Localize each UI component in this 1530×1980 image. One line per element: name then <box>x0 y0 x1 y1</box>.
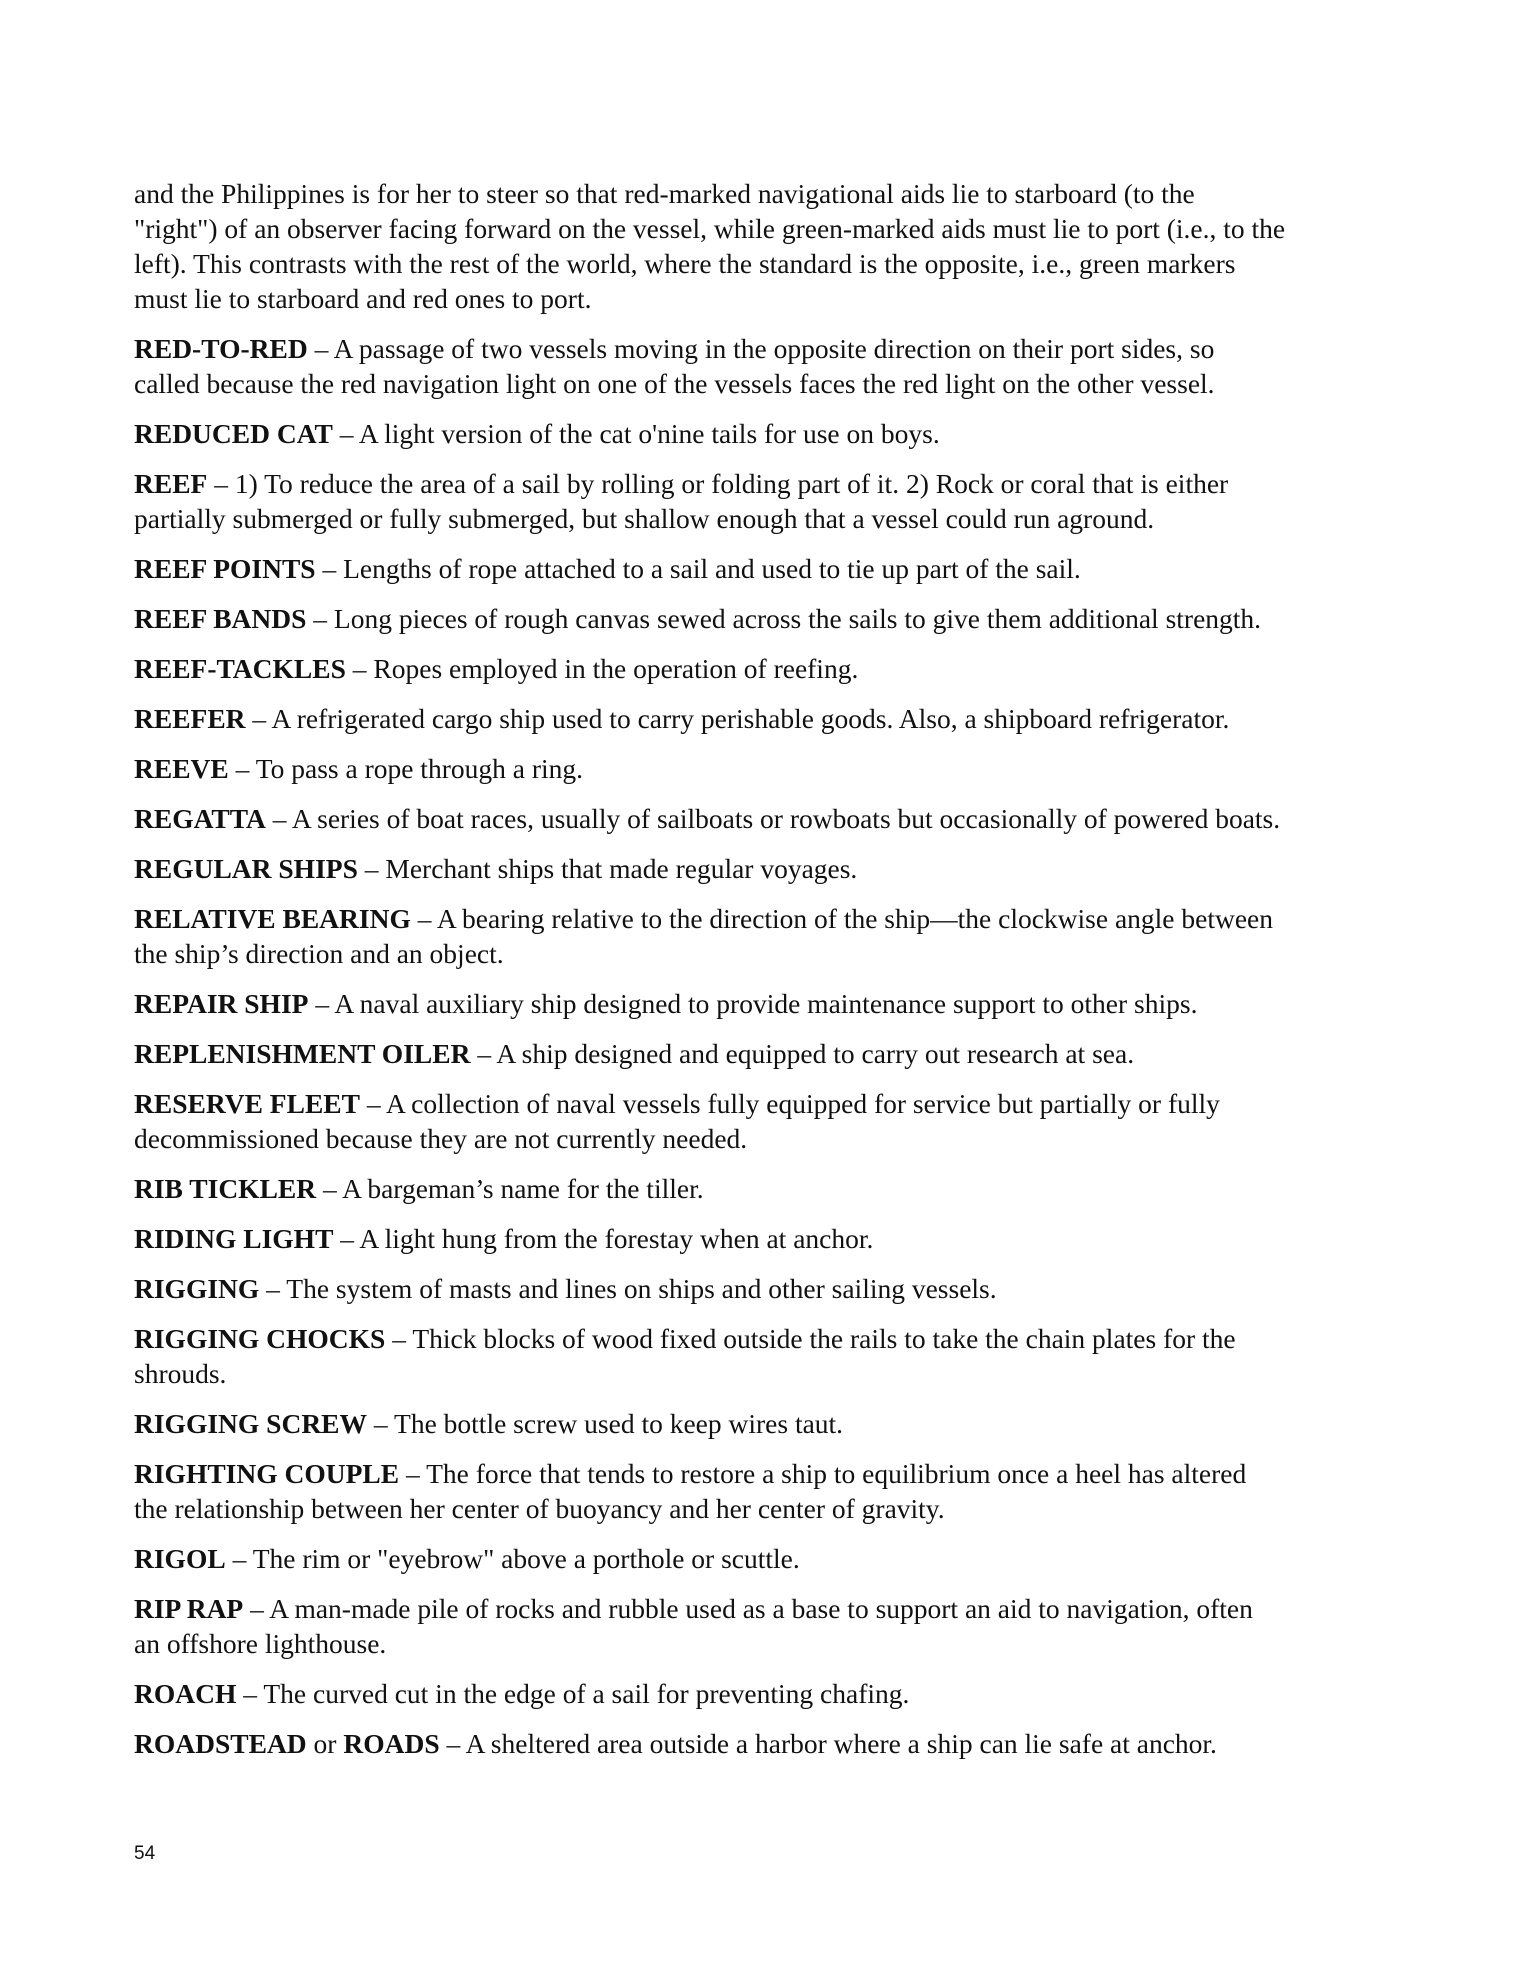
entry-term: RIB TICKLER <box>134 1173 317 1204</box>
entry-term: ROADSTEAD <box>134 1728 307 1759</box>
entry-term: ROACH <box>134 1678 237 1709</box>
entry-definition: an offshore lighthouse. <box>134 1628 387 1659</box>
entry-definition: – 1) To reduce the area of a sail by rolling or folding part of it. 2) Rock or coral that is either <box>207 468 1229 499</box>
glossary-page-content <box>134 176 1394 1776</box>
text-line <box>134 986 1394 1021</box>
entry-definition: – Long pieces of rough canvas sewed across the sails to give them additional strength. <box>306 603 1262 634</box>
text-line <box>134 701 1394 736</box>
glossary-entry <box>134 1676 1394 1711</box>
text-line: left). This contrasts with the rest of the world, where the standard is the opposite, i.e., green markers <box>134 248 1236 279</box>
text-line <box>134 551 1394 586</box>
entry-definition: – A bargeman’s name for the tiller. <box>316 1173 704 1204</box>
text-line <box>134 1121 1394 1156</box>
glossary-entry <box>134 1726 1394 1761</box>
entry-definition: – The system of masts and lines on ships and other sailing vessels. <box>259 1273 997 1304</box>
entry-definition: partially submerged or fully submerged, but shallow enough that a vessel could run aground. <box>134 503 1155 534</box>
entry-definition: – A refrigerated cargo ship used to carry perishable goods. Also, a shipboard refrigerator. <box>245 703 1230 734</box>
glossary-entry <box>134 1456 1394 1526</box>
text-line <box>134 1491 1394 1526</box>
entry-definition: – A light version of the cat o'nine tails for use on boys. <box>332 418 940 449</box>
entry-definition: – A light hung from the forestay when at anchor. <box>333 1223 874 1254</box>
entry-term: RIGHTING COUPLE <box>134 1458 400 1489</box>
text-line: must lie to starboard and red ones to port. <box>134 283 592 314</box>
text-line <box>134 851 1394 886</box>
entry-term: RELATIVE BEARING <box>134 903 411 934</box>
text-line <box>134 1356 1394 1391</box>
page-number: 54 <box>134 1843 156 1864</box>
entry-term: RIDING LIGHT <box>134 1223 334 1254</box>
entry-definition: – A passage of two vessels moving in the opposite direction on their port sides, so <box>307 333 1215 364</box>
glossary-entry <box>134 466 1394 536</box>
text-line <box>134 331 1394 366</box>
entry-definition: – A collection of naval vessels fully equipped for service but partially or fully <box>359 1088 1220 1119</box>
text-line <box>134 1626 1394 1661</box>
entry-definition: decommissioned because they are not currently needed. <box>134 1123 748 1154</box>
text-line <box>134 936 1394 971</box>
entry-term: REGULAR SHIPS <box>134 853 358 884</box>
text-line <box>134 1321 1394 1356</box>
entry-definition: – A series of boat races, usually of sailboats or rowboats but occasionally of powered boats. <box>265 803 1281 834</box>
text-line <box>134 751 1394 786</box>
glossary-entry <box>134 1406 1394 1441</box>
entry-term: REEF <box>134 468 208 499</box>
glossary-entry <box>134 1271 1394 1306</box>
entry-term: REDUCED CAT <box>134 418 333 449</box>
text-line <box>134 801 1394 836</box>
text-line <box>134 1221 1394 1256</box>
entry-definition: – The bottle screw used to keep wires taut. <box>367 1408 844 1439</box>
glossary-entries <box>134 331 1394 1761</box>
entry-term: RIGOL <box>134 1543 226 1574</box>
entry-term: REEVE <box>134 753 229 784</box>
glossary-entry <box>134 1171 1394 1206</box>
entry-definition: – A bearing relative to the direction of the ship—the clockwise angle between <box>410 903 1273 934</box>
text-line <box>134 901 1394 936</box>
glossary-entry <box>134 901 1394 971</box>
entry-definition: – The rim or "eyebrow" above a porthole or scuttle. <box>225 1543 800 1574</box>
entry-term: REEF BANDS <box>134 603 307 634</box>
glossary-entry <box>134 1036 1394 1071</box>
entry-term: REPAIR SHIP <box>134 988 309 1019</box>
entry-definition: the relationship between her center of buoyancy and her center of gravity. <box>134 1493 945 1524</box>
entry-definition: – Ropes employed in the operation of reefing. <box>345 653 859 684</box>
text-line <box>134 1591 1394 1626</box>
entry-definition: – To pass a rope through a ring. <box>228 753 583 784</box>
entry-term: REEF-TACKLES <box>134 653 346 684</box>
entry-definition: – A naval auxiliary ship designed to provide maintenance support to other ships. <box>308 988 1198 1019</box>
glossary-entry <box>134 416 1394 451</box>
entry-definition: – A sheltered area outside a harbor where a ship can lie safe at anchor. <box>439 1728 1217 1759</box>
glossary-entry <box>134 1086 1394 1156</box>
entry-definition: – A ship designed and equipped to carry out research at sea. <box>470 1038 1135 1069</box>
entry-definition: – The force that tends to restore a ship to equilibrium once a heel has altered <box>399 1458 1247 1489</box>
continued-paragraph <box>134 176 1394 316</box>
entry-definition: shrouds. <box>134 1358 227 1389</box>
entry-definition: – A man-made pile of rocks and rubble used as a base to support an aid to navigation, often <box>243 1593 1253 1624</box>
entry-term-alt: ROADS <box>343 1728 440 1759</box>
text-line <box>134 1171 1394 1206</box>
entry-term: REPLENISHMENT OILER <box>134 1038 471 1069</box>
entry-term: RIGGING <box>134 1273 260 1304</box>
entry-term: REEFER <box>134 703 246 734</box>
text-line <box>134 1271 1394 1306</box>
text-line <box>134 1726 1394 1761</box>
text-line <box>134 366 1394 401</box>
entry-term: RIGGING SCREW <box>134 1408 368 1439</box>
entry-definition: – Merchant ships that made regular voyages. <box>357 853 858 884</box>
entry-definition: the ship’s direction and an object. <box>134 938 504 969</box>
text-line <box>134 1406 1394 1441</box>
glossary-entry <box>134 551 1394 586</box>
glossary-entry <box>134 331 1394 401</box>
glossary-entry <box>134 1221 1394 1256</box>
text-line: and the Philippines is for her to steer so that red-marked navigational aids lie to starboard (to the <box>134 178 1195 209</box>
text-line <box>134 501 1394 536</box>
text-line <box>134 651 1394 686</box>
entry-definition: – Thick blocks of wood fixed outside the rails to take the chain plates for the <box>385 1323 1236 1354</box>
entry-term: RIP RAP <box>134 1593 244 1624</box>
glossary-entry <box>134 986 1394 1021</box>
text-line <box>134 466 1394 501</box>
entry-term: RESERVE FLEET <box>134 1088 360 1119</box>
glossary-entry <box>134 1321 1394 1391</box>
glossary-entry <box>134 601 1394 636</box>
glossary-entry <box>134 1541 1394 1576</box>
text-line <box>134 1541 1394 1576</box>
glossary-entry <box>134 651 1394 686</box>
entry-term: RIGGING CHOCKS <box>134 1323 386 1354</box>
glossary-entry <box>134 701 1394 736</box>
entry-term: RED-TO-RED <box>134 333 308 364</box>
text-line <box>134 1086 1394 1121</box>
entry-definition: – Lengths of rope attached to a sail and used to tie up part of the sail. <box>315 553 1081 584</box>
text-line <box>134 1036 1394 1071</box>
text-line <box>134 416 1394 451</box>
entry-definition: – The curved cut in the edge of a sail for preventing chafing. <box>236 1678 910 1709</box>
glossary-entry <box>134 851 1394 886</box>
entry-term: REEF POINTS <box>134 553 316 584</box>
entry-definition: called because the red navigation light on one of the vessels faces the red light on the other vessel. <box>134 368 1215 399</box>
glossary-entry <box>134 801 1394 836</box>
glossary-entry <box>134 1591 1394 1661</box>
text-line <box>134 601 1394 636</box>
text-line: "right") of an observer facing forward on the vessel, while green-marked aids must lie to port (i.e., to the <box>134 213 1286 244</box>
text-line <box>134 1456 1394 1491</box>
entry-term: REGATTA <box>134 803 266 834</box>
entry-connector: or <box>306 1728 344 1759</box>
glossary-entry <box>134 751 1394 786</box>
text-line <box>134 1676 1394 1711</box>
